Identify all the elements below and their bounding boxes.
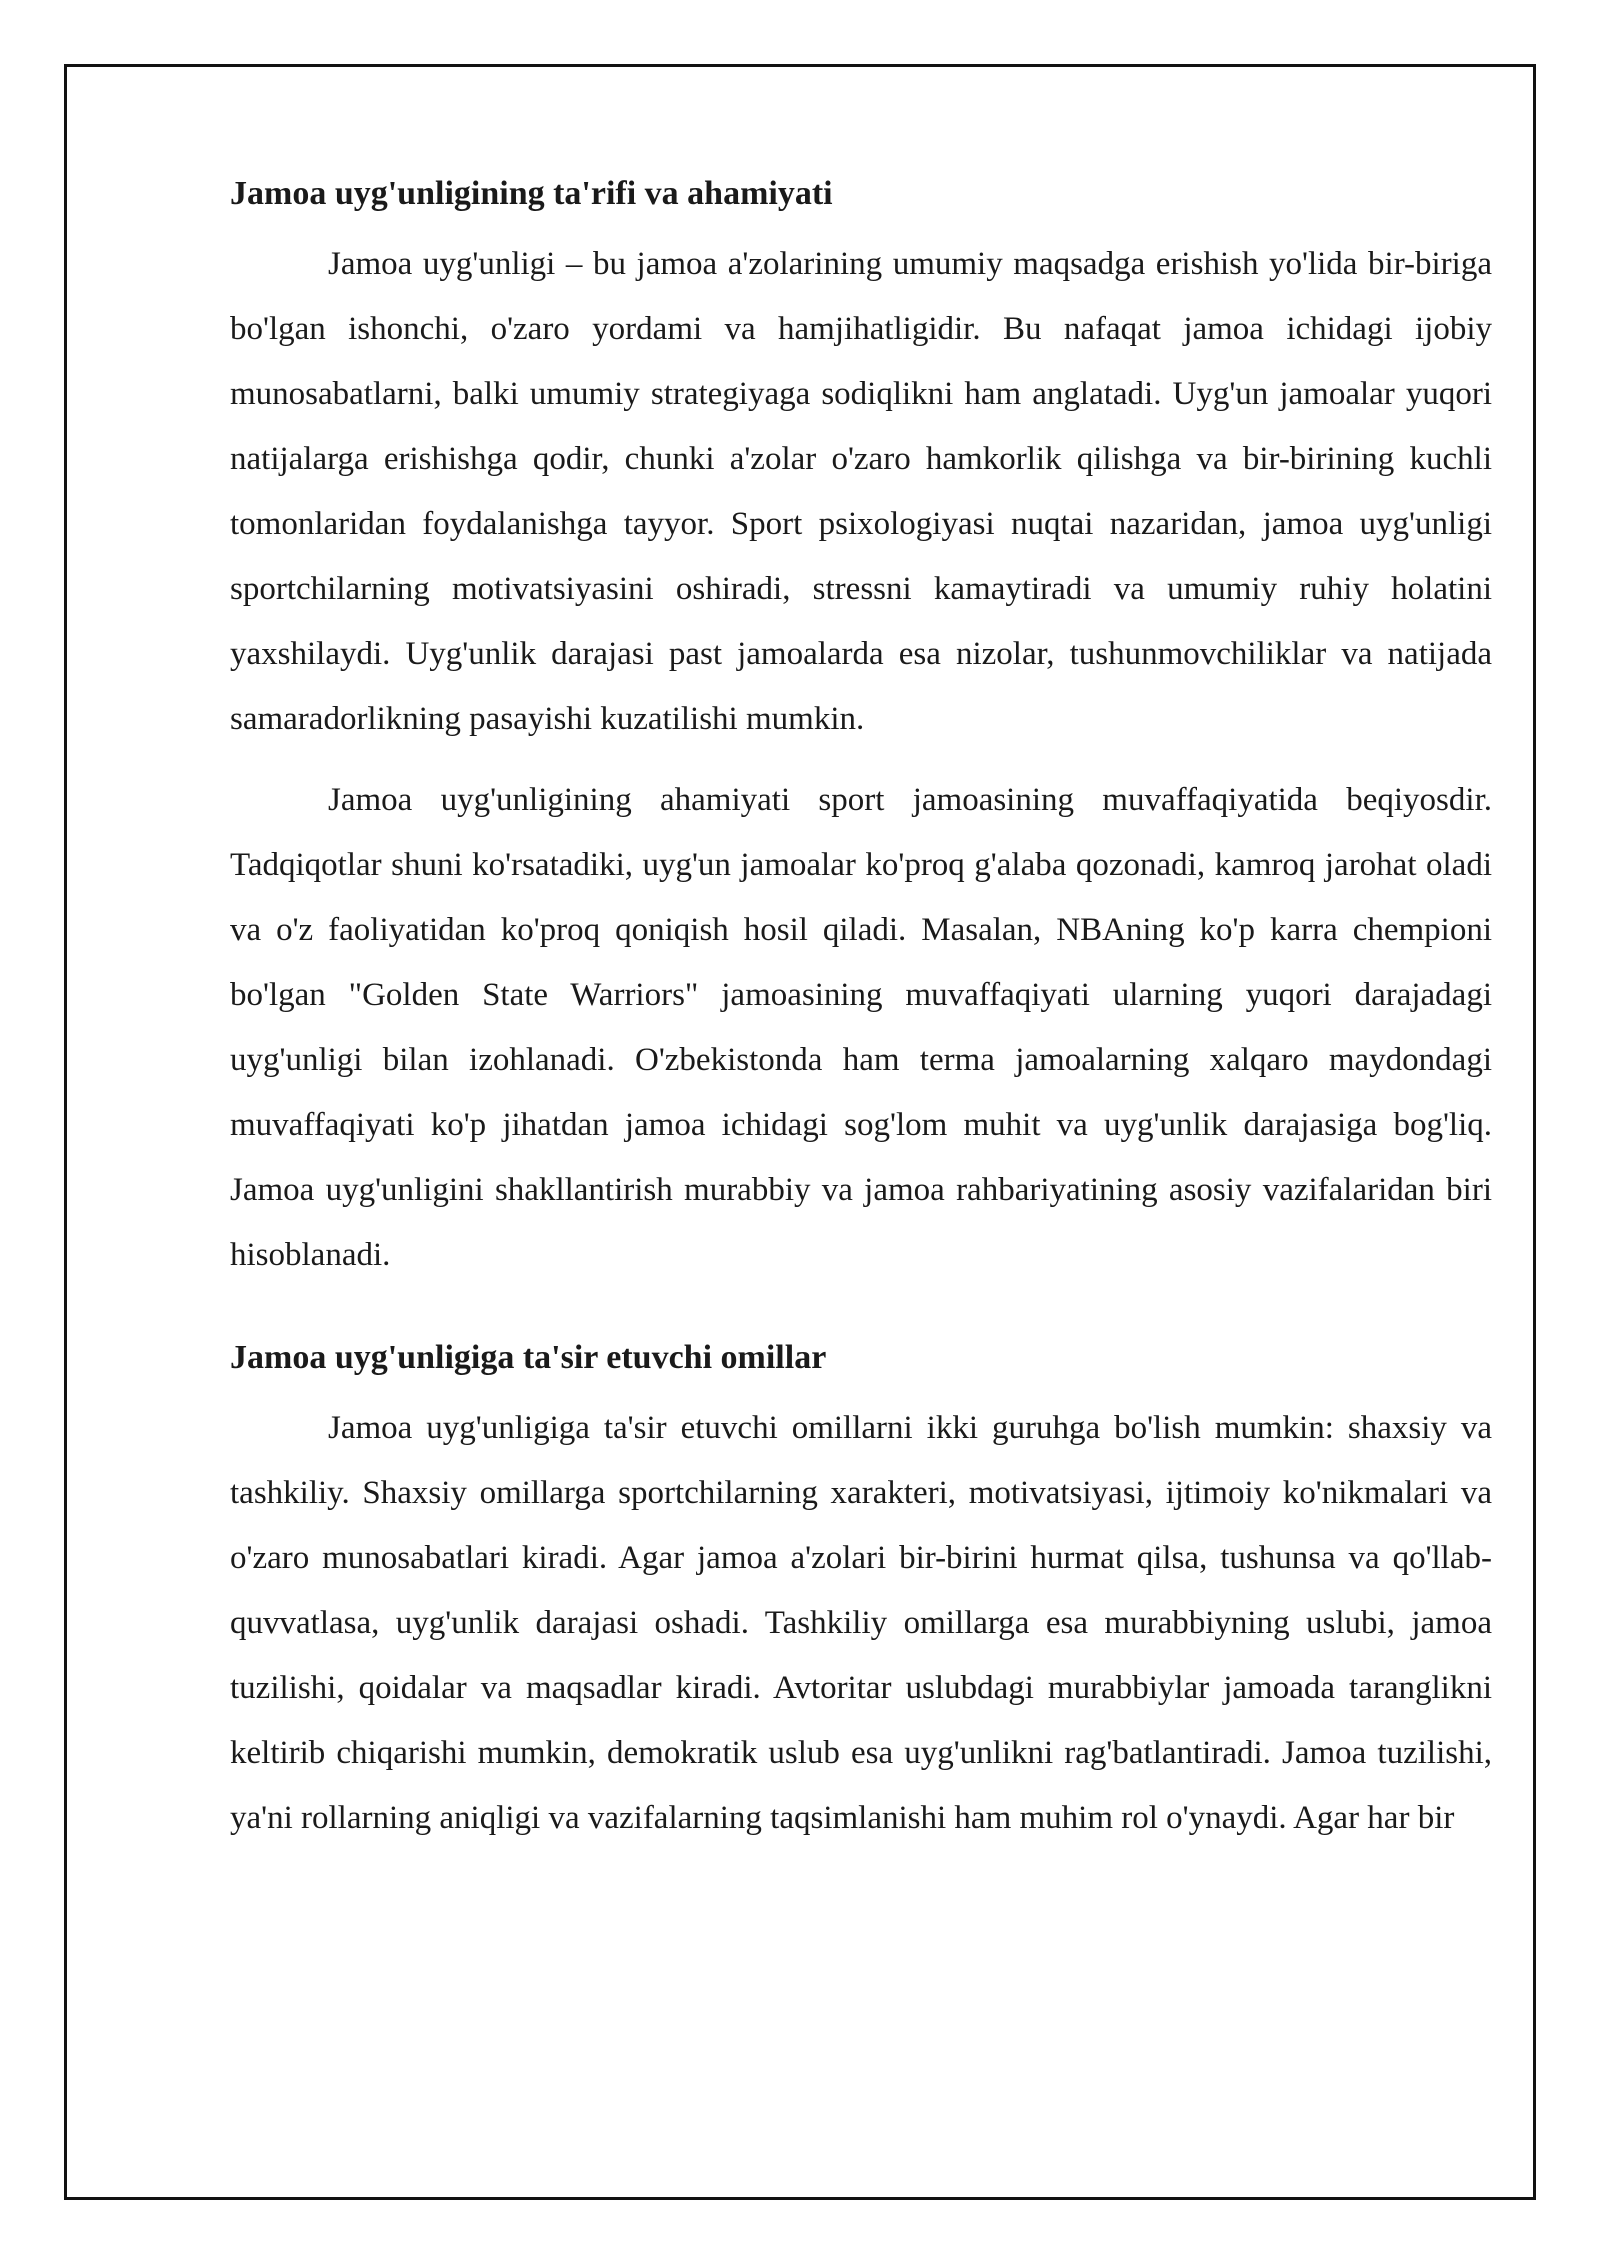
section-heading: Jamoa uyg'unligining ta'rifi va ahamiyati [230, 175, 833, 212]
section-heading: Jamoa uyg'unligiga ta'sir etuvchi omillar [230, 1339, 827, 1376]
paragraph: Jamoa uyg'unligiga ta'sir etuvchi omillarni ikki guruhga bo'lish mumkin: shaxsiy va tashkiliy. Shaxsiy omillarga sportchilarning xarakteri, motivatsiyasi, ijtimoiy ko'nikmalari va o'zaro munosabatlari kiradi. Agar jamoa a'zolari bir-birini hurmat qilsa, tushunsa va qo'llab-quvvatlasa, uyg'unlik darajasi oshadi. Tashkiliy omillarga esa murabbiyning uslubi, jamoa tuzilishi, qoidalar va maqsadlar kiradi. Avtoritar uslubdagi murabbiylar jamoada taranglikni keltirib chiqarishi mumkin, demokratik uslub esa uyg'unlikni rag'batlantiradi. Jamoa tuzilishi, ya'ni rollarning aniqligi va vazifalarning taqsimlanishi ham muhim rol o'ynaydi. Agar har bir [230, 1410, 1492, 1836]
paragraph: Jamoa uyg'unligi – bu jamoa a'zolarining umumiy maqsadga erishish yo'lida bir-biriga bo'lgan ishonchi, o'zaro yordami va hamjihatligidir. Bu nafaqat jamoa ichidagi ijobiy munosabatlarni, balki umumiy strategiyaga sodiqlikni ham anglatadi. Uyg'un jamoalar yuqori natijalarga erishishga qodir, chunki a'zolar o'zaro hamkorlik qilishga va bir-birining kuchli tomonlaridan foydalanishga tayyor. Sport psixologiyasi nuqtai nazaridan, jamoa uyg'unligi sportchilarning motivatsiyasini oshiradi, stressni kamaytiradi va umumiy ruhiy holatini yaxshilaydi. Uyg'unlik darajasi past jamoalarda esa nizolar, tushunmovchiliklar va natijada samaradorlikning pasayishi kuzatilishi mumkin. [230, 246, 1492, 737]
document-body [230, 160, 1492, 1867]
section-definition [230, 172, 1492, 1288]
section-factors [230, 1336, 1492, 1851]
paragraph: Jamoa uyg'unligining ahamiyati sport jamoasining muvaffaqiyatida beqiyosdir. Tadqiqotlar shuni ko'rsatadiki, uyg'un jamoalar ko'proq g'alaba qozonadi, kamroq jarohat oladi va o'z faoliyatidan ko'proq qoniqish hosil qiladi. Masalan, NBAning ko'p karra chempioni bo'lgan "Golden State Warriors" jamoasining muvaffaqiyati ularning yuqori darajadagi uyg'unligi bilan izohlanadi. O'zbekistonda ham terma jamoalarning xalqaro maydondagi muvaffaqiyati ko'p jihatdan jamoa ichidagi sog'lom muhit va uyg'unlik darajasiga bog'liq. Jamoa uyg'unligini shakllantirish murabbiy va jamoa rahbariyatining asosiy vazifalaridan biri hisoblanadi. [230, 782, 1492, 1273]
